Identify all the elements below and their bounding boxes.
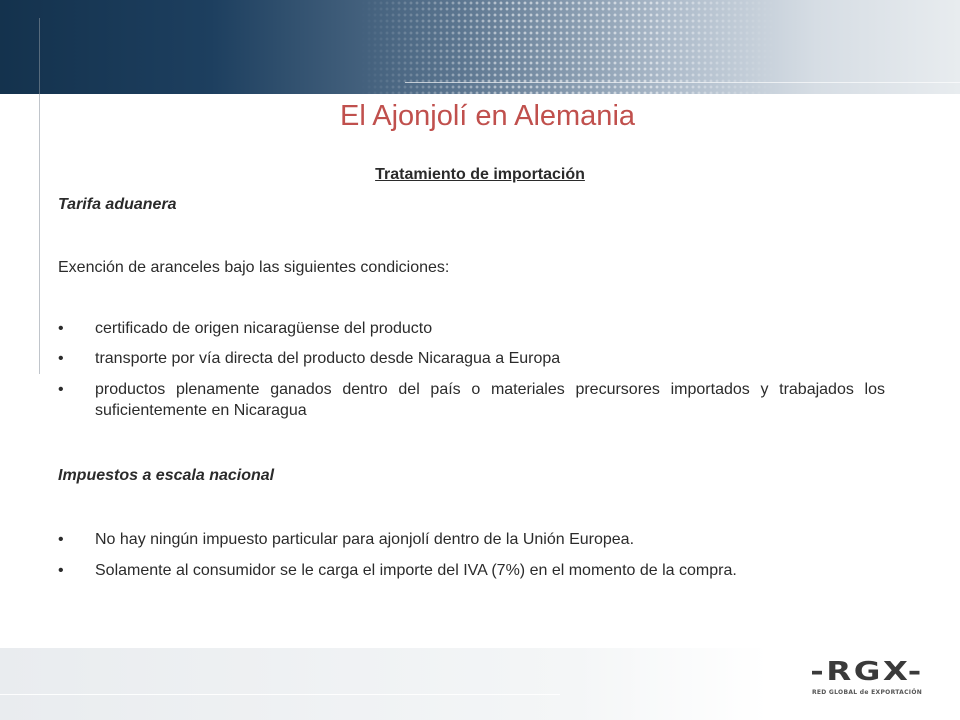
list-item-text: productos plenamente ganados dentro del país o materiales precursores importados y trabajados los suficientemente en Nicaragua (95, 381, 885, 419)
list-item-text: certificado de origen nicaragüense del producto (95, 320, 433, 337)
footer-divider-line (0, 694, 560, 695)
slide-title: El Ajonjolí en Alemania (339, 100, 636, 132)
left-vertical-line (39, 18, 40, 374)
tariff-intro: Exención de aranceles bajo las siguientes condiciones: (58, 259, 450, 276)
list-item-text: Solamente al consumidor se le carga el importe del IVA (7%) en el momento de la compra. (95, 562, 737, 579)
slide-subtitle: Tratamiento de importación (375, 166, 585, 183)
list-item-text: transporte por vía directa del producto desde Nicaragua a Europa (95, 350, 561, 367)
taxes-heading: Impuestos a escala nacional (58, 467, 275, 484)
bullet-icon: • (58, 381, 64, 398)
logo-tagline: RED GLOBAL de EXPORTACIÓN (811, 689, 923, 696)
bullet-icon: • (58, 562, 64, 579)
rgx-logo (806, 657, 928, 701)
bullet-icon: • (58, 320, 64, 337)
logo-mark: -RGX- (810, 657, 924, 687)
list-item-text: No hay ningún impuesto particular para ajonjolí dentro de la Unión Europea. (95, 531, 635, 548)
header-divider-line (405, 82, 960, 83)
tariff-heading: Tarifa aduanera (58, 196, 177, 213)
bullet-icon: • (58, 531, 64, 548)
bullet-icon: • (58, 350, 64, 367)
header-dot-pattern (360, 0, 780, 94)
